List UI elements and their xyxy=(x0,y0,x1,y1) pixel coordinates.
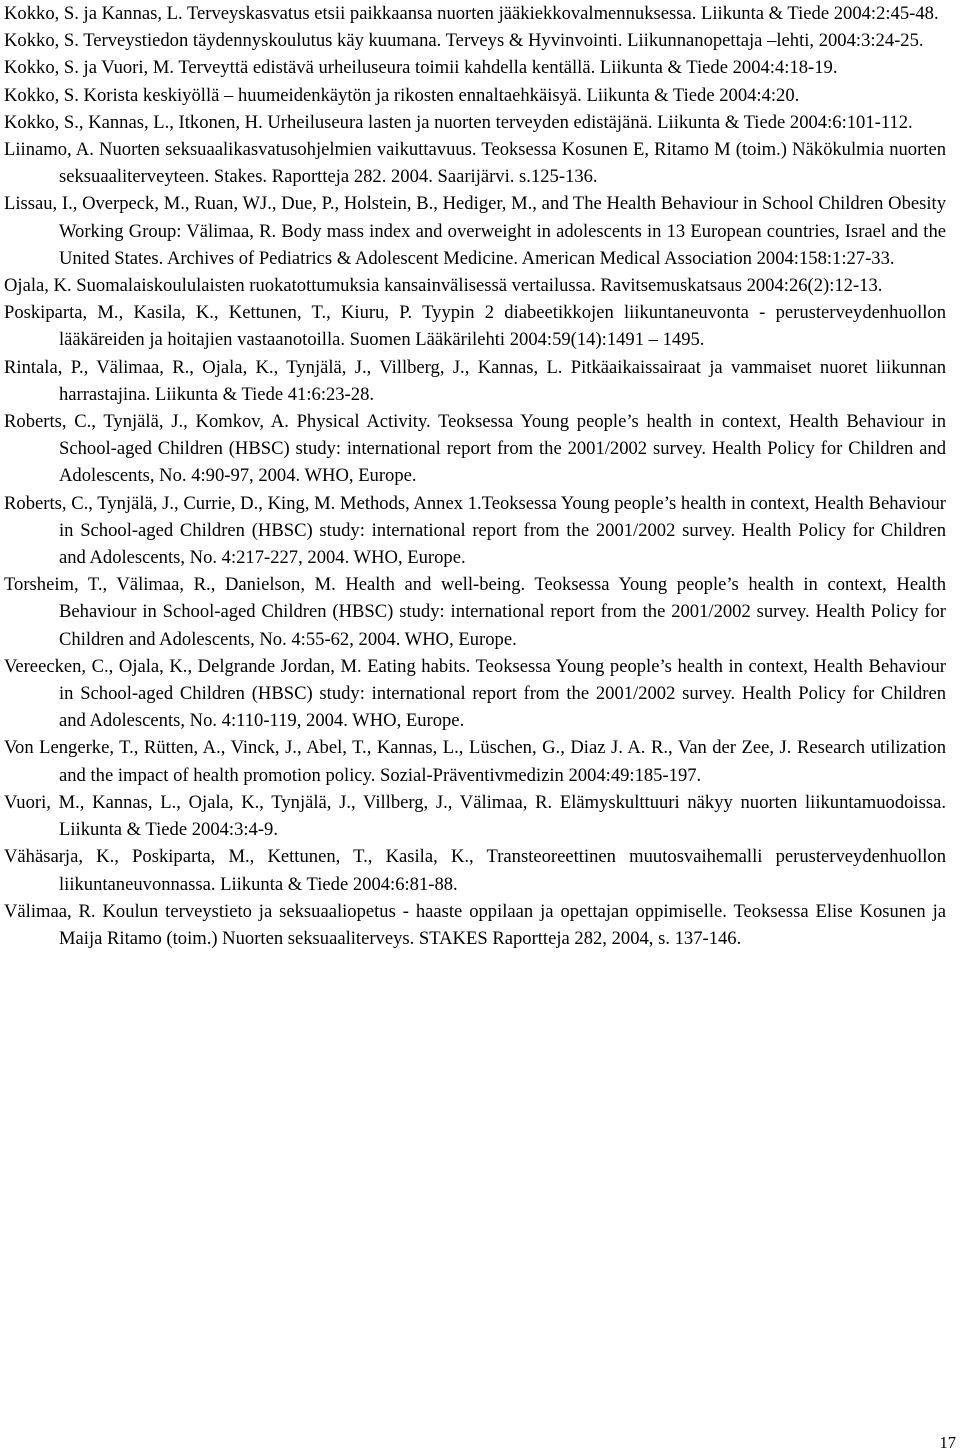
reference-entry: Liinamo, A. Nuorten seksuaalikasvatusohjelmien vaikuttavuus. Teoksessa Kosunen E, Ritamo M (toim.) Näkökulmia nuorten seksuaaliterveyteen. Stakes. Raportteja 282. 2004. Saarijärvi. s.125-136. xyxy=(4,139,946,188)
reference-list xyxy=(4,0,946,952)
reference-entry: Kokko, S. ja Kannas, L. Terveyskasvatus etsii paikkaansa nuorten jääkiekkovalmennuksessa. Liikunta & Tiede 2004:2:45-48. xyxy=(4,3,939,24)
reference-entry: Roberts, C., Tynjälä, J., Komkov, A. Physical Activity. Teoksessa Young people’s health in context, Health Behaviour in School-aged Children (HBSC) study: international report from the 2001/2002 survey. Health Policy for Children and Adolescents, No. 4:90-97, 2004. WHO, Europe. xyxy=(4,411,946,487)
reference-entry: Poskiparta, M., Kasila, K., Kettunen, T., Kiuru, P. Tyypin 2 diabeetikkojen liikuntaneuvonta - perusterveydenhuollon lääkäreiden ja hoitajien vastaanotoilla. Suomen Lääkärilehti 2004:59(14):1491 – 1495. xyxy=(4,302,946,351)
reference-entry: Torsheim, T., Välimaa, R., Danielson, M. Health and well-being. Teoksessa Young people’s health in context, Health Behaviour in School-aged Children (HBSC) study: international report from the 2001/2002 survey. Health Policy for Children and Adolescents, No. 4:55-62, 2004. WHO, Europe. xyxy=(4,574,946,650)
reference-entry: Kokko, S. Korista keskiyöllä – huumeidenkäytön ja rikosten ennaltaehkäisyä. Liikunta & Tiede 2004:4:20. xyxy=(4,84,800,106)
reference-entry: Välimaa, R. Koulun terveystieto ja seksuaaliopetus - haaste oppilaan ja opettajan oppimiselle. Teoksessa Elise Kosunen ja Maija Ritamo (toim.) Nuorten seksuaaliterveys. STAKES Raportteja 282, 2004, s. 137-146. xyxy=(4,900,946,949)
reference-entry: Vereecken, C., Ojala, K., Delgrande Jordan, M. Eating habits. Teoksessa Young people’s health in context, Health Behaviour in School-aged Children (HBSC) study: international report from the 2001/2002 survey. Health Policy for Children and Adolescents, No. 4:110-119, 2004. WHO, Europe. xyxy=(4,655,946,732)
page-number: 17 xyxy=(939,1433,956,1452)
reference-entry: Kokko, S. ja Vuori, M. Terveyttä edistävä urheiluseura toimii kahdella kentällä. Liikunta & Tiede 2004:4:18-19. xyxy=(4,57,838,79)
reference-entry: Rintala, P., Välimaa, R., Ojala, K., Tynjälä, J., Villberg, J., Kannas, L. Pitkäaikaissairaat ja vammaiset nuoret liikunnan harrastajina. Liikunta & Tiede 41:6:23-28. xyxy=(4,356,946,405)
reference-entry: Von Lengerke, T., Rütten, A., Vinck, J., Abel, T., Kannas, L., Lüschen, G., Diaz J. A. R., Van der Zee, J. Research utilization and the impact of health promotion policy. Sozial-Präventivmedizin 2004:49:185-197. xyxy=(4,737,946,786)
reference-entry: Kokko, S., Kannas, L., Itkonen, H. Urheiluseura lasten ja nuorten terveyden edistäjänä. Liikunta & Tiede 2004:6:101-112. xyxy=(4,111,913,133)
reference-entry: Vähäsarja, K., Poskiparta, M., Kettunen, T., Kasila, K., Transteoreettinen muutosvaihemalli perusterveydenhuollon liikuntaneuvonnassa. Liikunta & Tiede 2004:6:81-88. xyxy=(4,846,946,895)
reference-entry: Lissau, I., Overpeck, M., Ruan, WJ., Due, P., Holstein, B., Hediger, M., and The Health Behaviour in School Children Obesity Working Group: Välimaa, R. Body mass index and overweight in adolescents in 13 European countries, Israel and the United States. Archives of Pediatrics & Adolescent Medicine. American Medical Association 2004:158:1:27-33. xyxy=(4,193,946,269)
reference-entry: Kokko, S. Terveystiedon täydennyskoulutus käy kuumana. Terveys & Hyvinvointi. Liikunnanopettaja –lehti, 2004:3:24-25. xyxy=(4,30,924,52)
reference-entry: Roberts, C., Tynjälä, J., Currie, D., King, M. Methods, Annex 1.Teoksessa Young people’s health in context, Health Behaviour in School-aged Children (HBSC) study: international report from the 2001/2002 survey. Health Policy for Children and Adolescents, No. 4:217-227, 2004. WHO, Europe. xyxy=(4,492,946,569)
reference-entry: Vuori, M., Kannas, L., Ojala, K., Tynjälä, J., Villberg, J., Välimaa, R. Elämyskulttuuri näkyy nuorten liikuntamuodoissa. Liikunta & Tiede 2004:3:4-9. xyxy=(4,791,946,841)
reference-entry: Ojala, K. Suomalaiskoululaisten ruokatottumuksia kansainvälisessä vertailussa. Ravitsemuskatsaus 2004:26(2):12-13. xyxy=(4,275,883,297)
